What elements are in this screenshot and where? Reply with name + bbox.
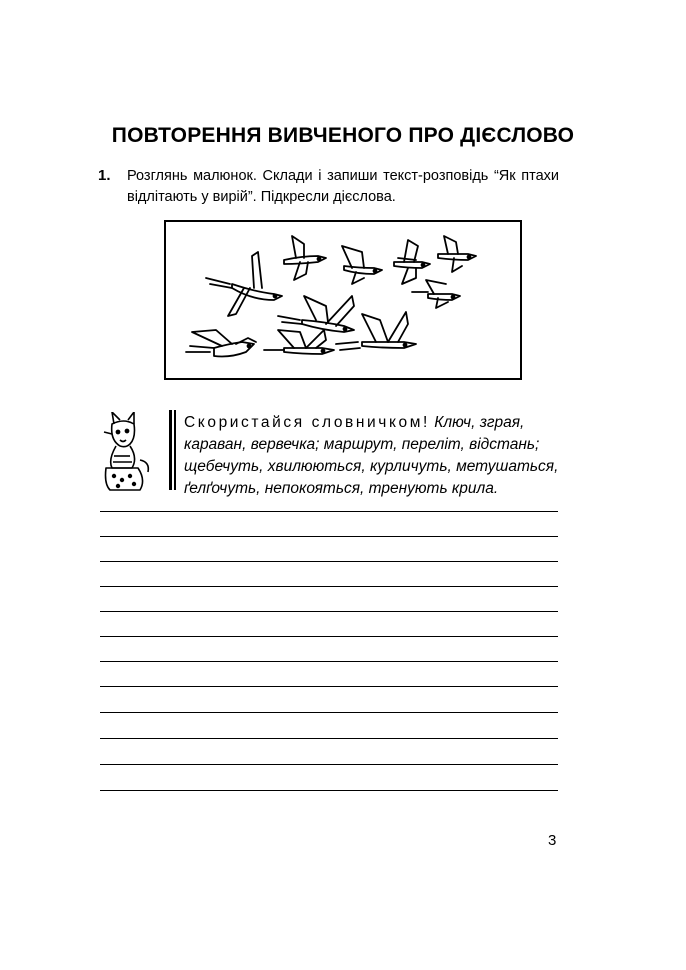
writing-line[interactable] <box>100 661 558 662</box>
writing-line[interactable] <box>100 561 558 562</box>
tip-words: Ключ, зграя, караван, вервечка; маршрут, переліт, відстань; щебечуть, хвилюються, курличуть, метушаться, ґелґочуть, непокояться, тренують крила. <box>184 414 559 497</box>
writing-line[interactable] <box>100 686 558 687</box>
tip-lead: Скористайся словничком! <box>184 414 430 431</box>
page-number: 3 <box>548 832 557 849</box>
task-instruction: Розглянь малюнок. Склади і запиши текст-розповідь “Як птахи відлітають у вирій”. Підкресли дієслова. <box>127 168 559 205</box>
writing-line[interactable] <box>100 738 558 739</box>
vocabulary-tip <box>184 412 560 500</box>
writing-line[interactable] <box>100 511 558 512</box>
birds-illustration <box>164 220 522 380</box>
writing-line[interactable] <box>100 586 558 587</box>
fox-drawing <box>100 412 152 492</box>
writing-line[interactable] <box>100 712 558 713</box>
writing-line[interactable] <box>100 536 558 537</box>
page-title: ПОВТОРЕННЯ ВИВЧЕНОГО ПРО ДІЄСЛОВО <box>111 124 575 147</box>
fox-character-icon <box>100 412 152 492</box>
tip-margin-bar <box>169 410 176 490</box>
birds-drawing <box>166 222 520 378</box>
writing-line[interactable] <box>100 790 558 791</box>
writing-line[interactable] <box>100 764 558 765</box>
writing-line[interactable] <box>100 636 558 637</box>
task-number: 1. <box>98 167 111 184</box>
writing-line[interactable] <box>100 611 558 612</box>
